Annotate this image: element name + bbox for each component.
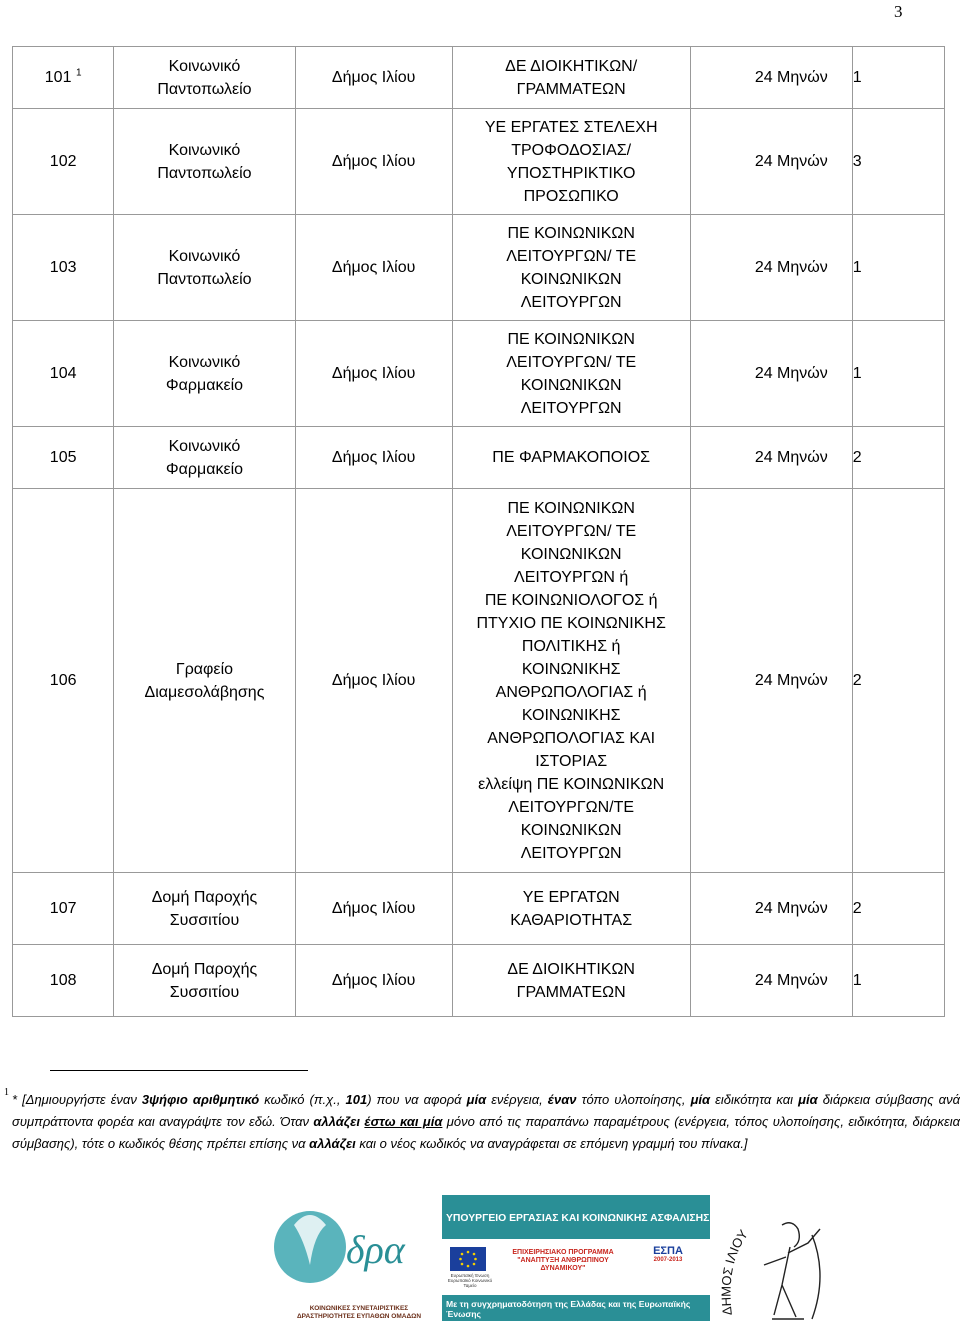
specialty-line: ΚΟΙΝΩΝΙΚΩΝ [520, 821, 622, 839]
page-number: 3 [894, 2, 903, 21]
specialty [452, 109, 690, 215]
body-name: Δήμος Ιλίου [295, 215, 452, 321]
body-name: Δήμος Ιλίου [295, 47, 452, 109]
structure-name [114, 47, 295, 109]
structure-line: Κοινωνικό [168, 141, 241, 159]
structure-name [114, 321, 295, 427]
eu-label: Ευρωπαϊκή Ένωση Ευρωπαϊκό Κοινωνικό Ταμείο [447, 1273, 493, 1288]
cofunding-caption: Με τη συγχρηματοδότηση της Ελλάδας και της Ευρωπαϊκής Ένωσης [446, 1299, 691, 1319]
structure-line: Συσσιτίου [169, 911, 240, 929]
position-count: 2 [852, 489, 944, 873]
specialty-line: ΚΟΙΝΩΝΙΚΩΝ [520, 376, 622, 394]
specialty [452, 321, 690, 427]
footnote-ref: 1 [75, 67, 82, 79]
specialty-line: ΠΕ ΚΟΙΝΩΝΙΚΩΝ [507, 330, 635, 348]
position-count: 1 [852, 215, 944, 321]
contract-term: 24 Μηνών [690, 47, 852, 109]
specialty [452, 873, 690, 945]
positions-table-body [13, 47, 945, 1017]
position-count: 1 [852, 945, 944, 1017]
body-name: Δήμος Ιλίου [295, 489, 452, 873]
specialty-line: ΠΕ ΦΑΡΜΑΚΟΠΟΙΟΣ [492, 449, 651, 466]
specialty [452, 427, 690, 489]
position-code: 102 [13, 109, 114, 215]
edra-emblem-icon [264, 1195, 442, 1301]
position-count: 1 [852, 47, 944, 109]
specialty-line: ΚΟΙΝΩΝΙΚΩΝ [520, 270, 622, 288]
svg-text:δρα: δρα [346, 1227, 405, 1272]
specialty-line: ΔΕ ΔΙΟΙΚΗΤΙΚΩΝ [507, 960, 635, 978]
structure-line: Κοινωνικό [168, 57, 241, 75]
ministry-title: ΥΠΟΥΡΓΕΙΟ ΕΡΓΑΣΙΑΣ ΚΑΙ ΚΟΙΝΩΝΙΚΗΣ ΑΣΦΑΛΙΣΗΣ [446, 1213, 710, 1224]
specialty-line: ΚΟΙΝΩΝΙΚΗΣ [521, 706, 621, 724]
specialty-line: ΔΕ ΔΙΟΙΚΗΤΙΚΩΝ/ [505, 57, 638, 75]
ilion-logo-text: ΔΗΜΟΣ ΙΛΙΟΥ [718, 1226, 751, 1317]
position-count: 3 [852, 109, 944, 215]
structure-name [114, 215, 295, 321]
specialty-line: ΛΕΙΤΟΥΡΓΩΝ/ ΤΕ [506, 522, 637, 540]
structure-line: Παντοπωλείο [157, 80, 252, 98]
table-row [13, 47, 945, 109]
body-name: Δήμος Ιλίου [295, 109, 452, 215]
footnote-marker: 1 [4, 1087, 9, 1098]
table-row [13, 489, 945, 873]
edra-caption: ΚΟΙΝΩΝΙΚΕΣ ΣΥΝΕΤΑΙΡΙΣΤΙΚΕΣ ΔΡΑΣΤΗΡΙΟΤΗΤΕΣ ΕΥΠΑΘΩΝ ΟΜΑΔΩΝ [296, 1305, 422, 1320]
specialty-line: ΤΡΟΦΟΔΟΣΙΑΣ/ [511, 141, 632, 159]
specialty-line: ΛΕΙΤΟΥΡΓΩΝ [520, 293, 622, 311]
structure-name [114, 945, 295, 1017]
contract-term: 24 Μηνών [690, 215, 852, 321]
structure-name [114, 109, 295, 215]
structure-line: Κοινωνικό [168, 353, 241, 371]
operational-programme-title: ΕΠΙΧΕΙΡΗΣΙΑΚΟ ΠΡΟΓΡΑΜΜΑ "ΑΝΑΠΤΥΞΗ ΑΝΘΡΩΠΙΝΟΥ ΔΥΝΑΜΙΚΟΥ" [512, 1249, 614, 1272]
table-row [13, 321, 945, 427]
svg-text:ΔΗΜΟΣ ΙΛΙΟΥ [719, 1227, 752, 1316]
specialty-line: ΛΕΙΤΟΥΡΓΩΝ/ ΤΕ [506, 353, 637, 371]
table-row [13, 215, 945, 321]
table-row [13, 109, 945, 215]
position-code: 108 [13, 945, 114, 1017]
eu-flag-icon [450, 1247, 486, 1271]
specialty-line: ΠΕ ΚΟΙΝΩΝΙΚΩΝ [507, 224, 635, 242]
footnote-text: * [Δημιουργήστε έναν 3ψήφιο αριθμητικό κωδικό (π.χ., 101) που να αφορά μία ενέργεια, έναν τόπο υλοποίησης, μία ειδικότητα και μία διάρκεια σύμβασης ανά συμπράττοντα φορέα και αναγράψτε τον εδώ. Όταν αλλάζει έστω και μία μόνο από τις παραπάνω παραμέτρους (ενέργεια, τόπος υλοποίησης, ειδικότητα, διάρκεια σύμβασης), τότε ο κωδικός θέσης πρέπει επίσης να αλλάζει και ο νέος κωδικός να αναγράφεται σε επόμενη γραμμή του πίνακα.] [12, 1092, 960, 1151]
specialty-line: ΠΤΥΧΙΟ ΠΕ ΚΟΙΝΩΝΙΚΗΣ [476, 614, 666, 632]
specialty-line: ΛΕΙΤΟΥΡΓΩΝ [520, 844, 622, 862]
specialty-line: ΙΣΤΟΡΙΑΣ [535, 752, 608, 770]
specialty-line: ΑΝΘΡΩΠΟΛΟΓΙΑΣ ή [495, 683, 647, 701]
specialty-line: ελλείψη ΠΕ ΚΟΙΝΩΝΙΚΩΝ [478, 775, 665, 793]
table-row [13, 427, 945, 489]
specialty-line: ΓΡΑΜΜΑΤΕΩΝ [516, 80, 626, 98]
espa-logo [638, 1245, 698, 1285]
specialty-line: ΚΑΘΑΡΙΟΤΗΤΑΣ [510, 911, 633, 929]
structure-line: Παντοπωλείο [157, 164, 252, 182]
structure-line: Φαρμακείο [165, 460, 244, 478]
specialty-line: ΥΕ ΕΡΓΑΤΩΝ [522, 888, 620, 906]
specialty-line: ΠΕ ΚΟΙΝΩΝΙΚΩΝ [507, 499, 635, 517]
structure-name [114, 873, 295, 945]
contract-term: 24 Μηνών [690, 489, 852, 873]
specialty [452, 215, 690, 321]
footnote-separator [50, 1070, 308, 1071]
table-row [13, 873, 945, 945]
body-name: Δήμος Ιλίου [295, 873, 452, 945]
structure-name [114, 427, 295, 489]
specialty-line: ΛΕΙΤΟΥΡΓΩΝ/ΤΕ [508, 798, 635, 816]
structure-line: Φαρμακείο [165, 376, 244, 394]
position-count: 2 [852, 873, 944, 945]
contract-term: 24 Μηνών [690, 109, 852, 215]
position-code: 105 [13, 427, 114, 489]
municipality-emblem-icon [712, 1195, 844, 1339]
position-code: 104 [13, 321, 114, 427]
ministry-banner [442, 1195, 710, 1321]
specialty [452, 945, 690, 1017]
specialty [452, 47, 690, 109]
structure-name [114, 489, 295, 873]
specialty-line: ΛΕΙΤΟΥΡΓΩΝ [520, 399, 622, 417]
positions-table [12, 46, 945, 1017]
specialty-line: ΚΟΙΝΩΝΙΚΩΝ [520, 545, 622, 563]
sponsor-logo-banner [264, 1195, 710, 1321]
contract-term: 24 Μηνών [690, 427, 852, 489]
structure-line: Δομή Παροχής [151, 960, 258, 978]
edra-logo [264, 1195, 442, 1321]
specialty [452, 489, 690, 873]
position-code: 107 [13, 873, 114, 945]
body-name: Δήμος Ιλίου [295, 427, 452, 489]
specialty-line: ΥΠΟΣΤΗΡΙΚΤΙΚΟ [506, 164, 636, 182]
specialty-line: ΑΝΘΡΩΠΟΛΟΓΙΑΣ ΚΑΙ [487, 729, 656, 747]
structure-line: Γραφείο [175, 660, 234, 678]
funding-logos [442, 1239, 710, 1295]
contract-term: 24 Μηνών [690, 873, 852, 945]
specialty-line: ΛΕΙΤΟΥΡΓΩΝ/ ΤΕ [506, 247, 637, 265]
specialty-line: ΠΡΟΣΩΠΙΚΟ [523, 187, 619, 205]
espa-years: 2007-2013 [653, 1257, 683, 1263]
espa-label: ΕΣΠΑ [653, 1245, 683, 1257]
structure-line: Κοινωνικό [168, 247, 241, 265]
body-name: Δήμος Ιλίου [295, 321, 452, 427]
contract-term: 24 Μηνών [690, 945, 852, 1017]
position-code: 101 $^1$ [13, 47, 114, 109]
specialty-line: ΛΕΙΤΟΥΡΓΩΝ ή [514, 568, 629, 586]
contract-term: 24 Μηνών [690, 321, 852, 427]
position-count: 1 [852, 321, 944, 427]
position-count: 2 [852, 427, 944, 489]
table-row [13, 945, 945, 1017]
body-name: Δήμος Ιλίου [295, 945, 452, 1017]
structure-line: Δομή Παροχής [151, 888, 258, 906]
specialty-line: ΚΟΙΝΩΝΙΚΗΣ [521, 660, 621, 678]
position-code: 103 [13, 215, 114, 321]
structure-line: Συσσιτίου [169, 983, 240, 1001]
specialty-line: ΓΡΑΜΜΑΤΕΩΝ [516, 983, 626, 1001]
structure-line: Παντοπωλείο [157, 270, 252, 288]
ilion-municipality-logo [712, 1195, 844, 1339]
specialty-line: ΥΕ ΕΡΓΑΤΕΣ ΣΤΕΛΕΧΗ [484, 118, 658, 136]
specialty-line: ΠΕ ΚΟΙΝΩΝΙΟΛΟΓΟΣ ή [484, 591, 658, 609]
structure-line: Διαμεσολάβησης [144, 683, 265, 701]
position-code: 106 [13, 489, 114, 873]
structure-line: Κοινωνικό [168, 437, 241, 455]
specialty-line: ΠΟΛΙΤΙΚΗΣ ή [521, 637, 621, 655]
